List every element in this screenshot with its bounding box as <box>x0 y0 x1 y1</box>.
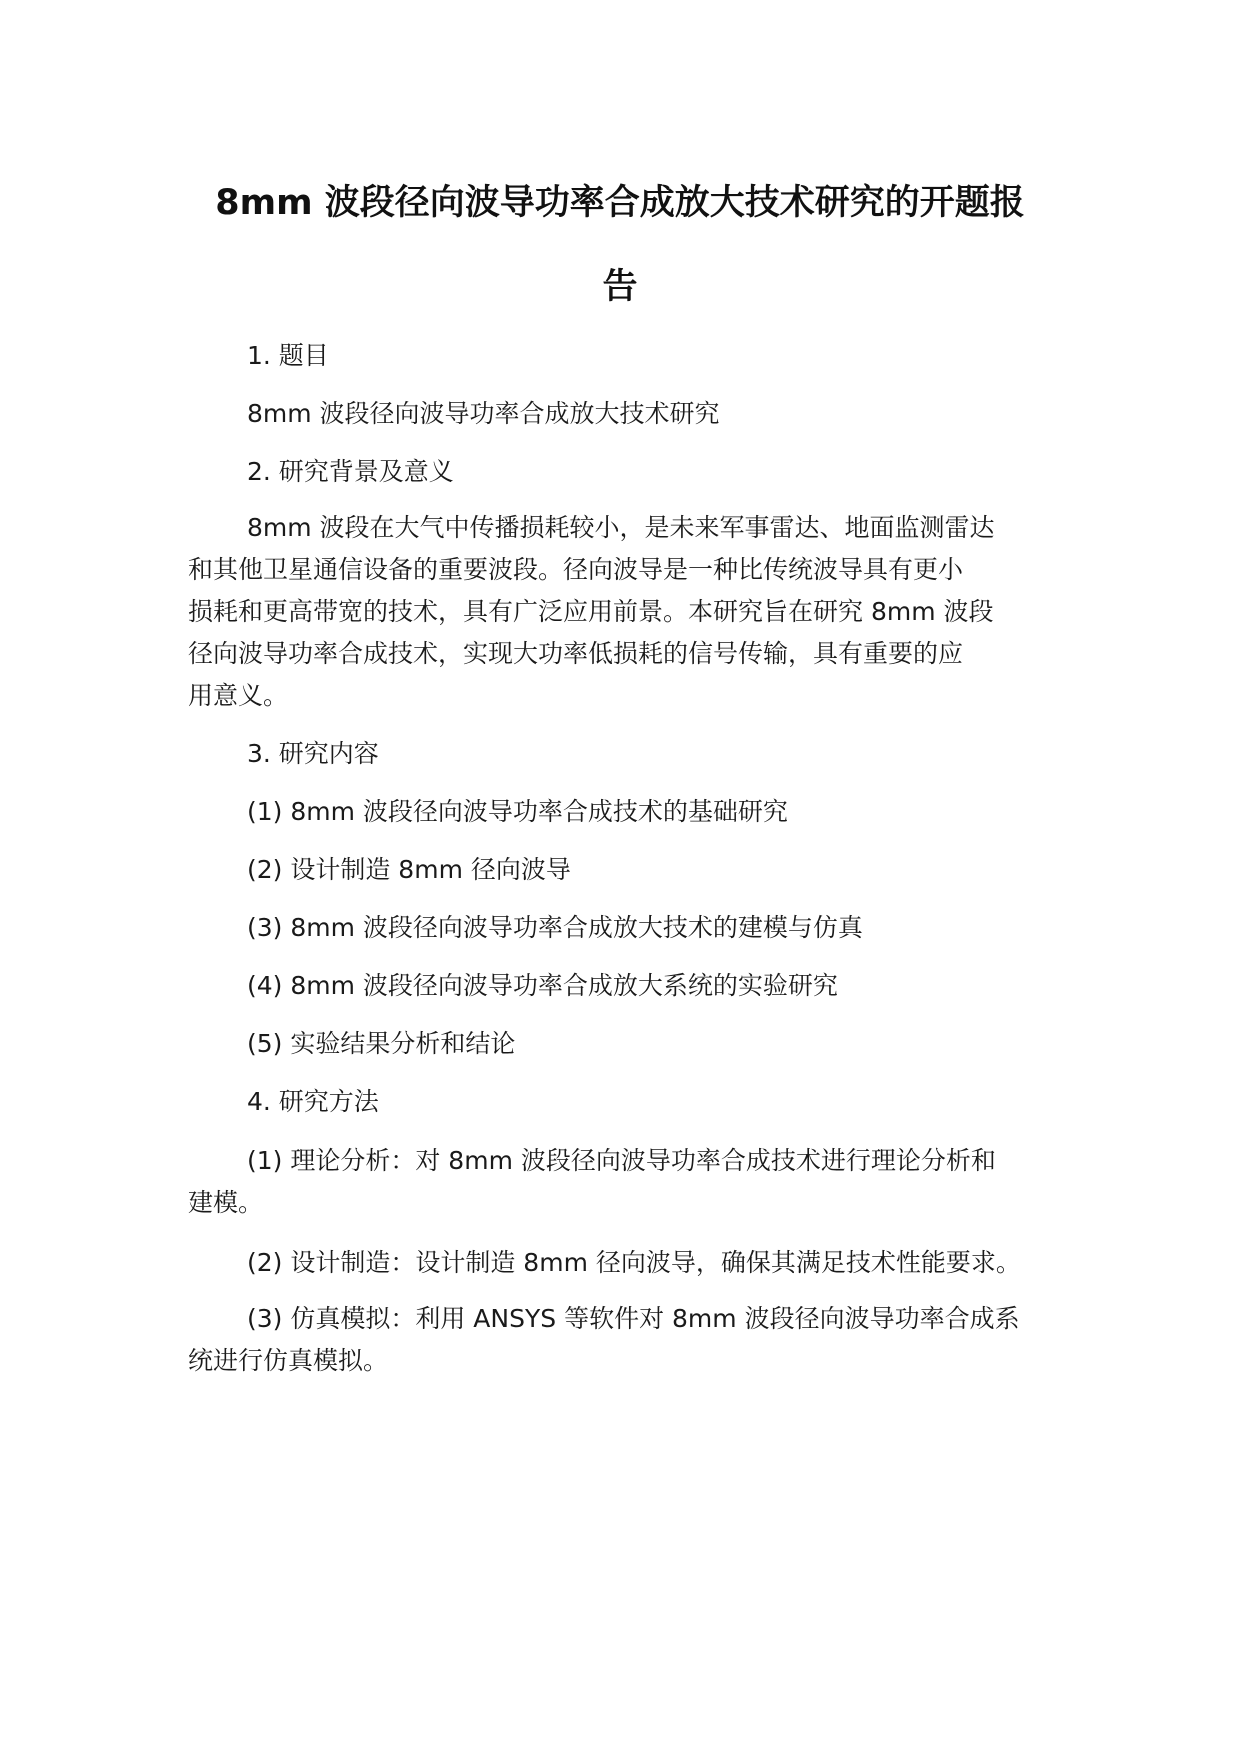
paragraph-line: 损耗和更高带宽的技术，具有广泛应用前景。本研究旨在研究 8mm 波段 <box>188 597 994 626</box>
section-heading-background <box>188 449 1068 495</box>
topic-paragraph <box>188 391 1068 437</box>
method-item-2 <box>188 1240 1068 1286</box>
paragraph-line: 径向波导功率合成技术，实现大功率低损耗的信号传输，具有重要的应 <box>188 639 964 668</box>
content-item-2 <box>188 847 1068 893</box>
paragraph-line: 2. 研究背景及意义 <box>247 457 454 486</box>
section-heading-content <box>188 731 1068 777</box>
method-item-3 <box>188 1298 1068 1382</box>
paragraph-line: 8mm 波段在大气中传播损耗较小，是未来军事雷达、地面监测雷达 <box>247 513 995 542</box>
paragraph-line: 和其他卫星通信设备的重要波段。径向波导是一种比传统波导具有更小 <box>188 555 964 584</box>
paragraph-line: (2) 设计制造 8mm 径向波导 <box>247 855 571 884</box>
content-item-1 <box>188 789 1068 835</box>
content-item-3 <box>188 905 1068 951</box>
paragraph-line: (3) 8mm 波段径向波导功率合成放大技术的建模与仿真 <box>247 913 863 942</box>
background-paragraph <box>188 507 1068 717</box>
paragraph-line: (4) 8mm 波段径向波导功率合成放大系统的实验研究 <box>247 971 838 1000</box>
paragraph-line: 建模。 <box>188 1188 264 1217</box>
paragraph-line: (1) 8mm 波段径向波导功率合成技术的基础研究 <box>247 797 788 826</box>
paragraph-line: (1) 理论分析：对 8mm 波段径向波导功率合成技术进行理论分析和 <box>247 1146 996 1175</box>
section-heading-method <box>188 1079 1068 1125</box>
paragraph-line: 1. 题目 <box>247 341 329 370</box>
paragraph-line: (3) 仿真模拟：利用 ANSYS 等软件对 8mm 波段径向波导功率合成系 <box>247 1304 1020 1333</box>
paragraph-line: 用意义。 <box>188 681 289 710</box>
document-title-line-1: 8mm 波段径向波导功率合成放大技术研究的开题报 <box>215 183 1025 223</box>
section-heading-topic <box>188 333 1068 379</box>
method-item-1 <box>188 1140 1068 1224</box>
paragraph-line: (2) 设计制造：设计制造 8mm 径向波导，确保其满足技术性能要求。 <box>247 1248 1021 1277</box>
paragraph-line: 统进行仿真模拟。 <box>188 1346 389 1375</box>
paragraph-line: 3. 研究内容 <box>247 739 379 768</box>
paragraph-line: 8mm 波段径向波导功率合成放大技术研究 <box>247 399 720 428</box>
content-item-5 <box>188 1021 1068 1067</box>
content-item-4 <box>188 963 1068 1009</box>
paragraph-line: 4. 研究方法 <box>247 1087 379 1116</box>
document-title-line-2: 告 <box>602 267 638 307</box>
paragraph-line: (5) 实验结果分析和结论 <box>247 1029 516 1058</box>
